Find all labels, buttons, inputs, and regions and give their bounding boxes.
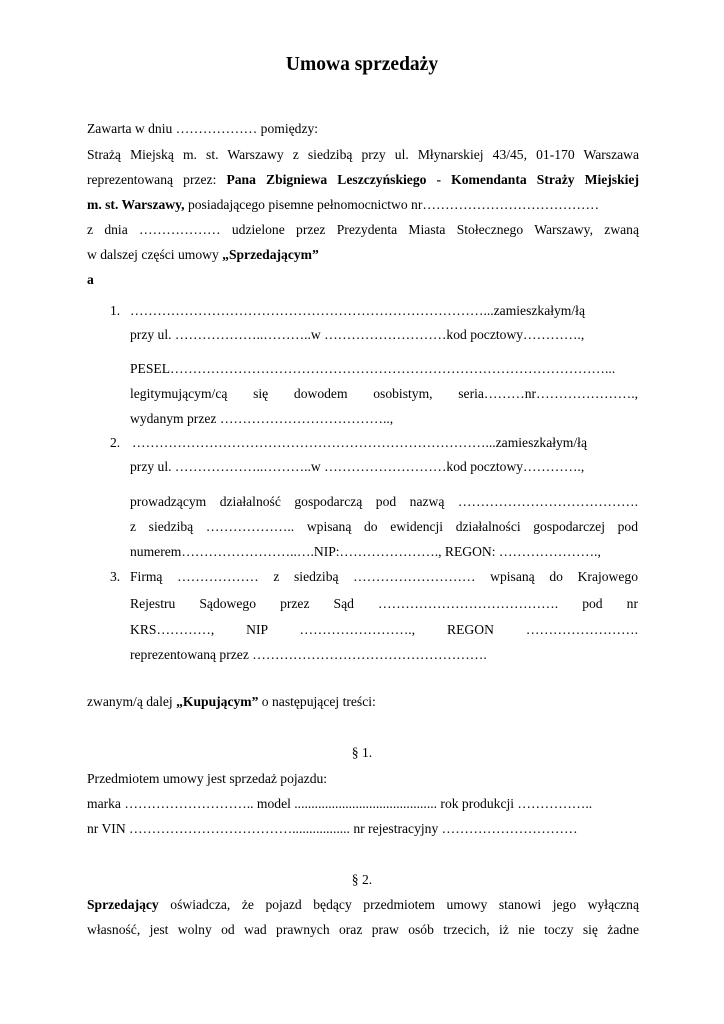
party-2-business-name: prowadzącym działalność gospodarczą pod nazwą …………………………………. bbox=[130, 494, 638, 509]
party-3-line-1: Firmą ……………… z siedzibą ……………………… wpisaną do Krajowego bbox=[130, 569, 638, 584]
party-3-representative: reprezentowaną przez ……………………………………………. bbox=[130, 647, 487, 662]
party-3-line-2: Rejestru Sądowego przez Sąd …………………………………. pod nr bbox=[130, 596, 638, 611]
section-2-heading: § 2. bbox=[351, 872, 373, 887]
buyer-alias-line bbox=[87, 694, 376, 710]
section-1-vehicle-vin: nr VIN ………………………………................. nr rejestracyjny ………………………… bbox=[87, 821, 578, 836]
intro-date-line: Zawarta w dniu ……………… pomiędzy: bbox=[87, 121, 319, 136]
party-3-line-3: KRS…………, NIP ……………………., REGON ……………………. bbox=[130, 622, 638, 637]
section-2-statement: oświadcza, że pojazd będący przedmiotem umowy stanowi jego wyłączną bbox=[158, 897, 639, 912]
document-title: Umowa sprzedaży bbox=[285, 54, 439, 75]
buyer-alias-prefix: zwanym/ą dalej bbox=[87, 694, 177, 709]
intro-representative-line bbox=[87, 172, 639, 188]
party-1-pesel: PESEL……………………………………………………………………………………... bbox=[130, 361, 616, 376]
party-1-number: 1. bbox=[110, 303, 121, 318]
party-2-registry: z siedzibą ……………….. wpisaną do ewidencji działalności gospodarczej pod bbox=[130, 519, 638, 534]
conjunction-a: a bbox=[87, 272, 94, 287]
proxy-text: posiadającego pisemne pełnomocnictwo nr………………………………… bbox=[184, 197, 600, 212]
buyer-alias-suffix: o następującej treści: bbox=[258, 694, 376, 709]
representative-name: Pana Zbigniewa Leszczyńskiego - Komendanta Straży Miejskiej bbox=[226, 172, 639, 187]
party-2-line-2: przy ul. ………………..………..w ………………………kod pocztowy…………., bbox=[130, 459, 585, 474]
buyer-alias: „Kupującym” bbox=[176, 694, 259, 709]
section-2-line-2: własność, jest wolny od wad prawnych oraz praw osób trzecich, iż nie toczy się żadne bbox=[87, 922, 639, 937]
intro-seller-address: Strażą Miejską m. st. Warszawy z siedzibą przy ul. Młynarskiej 43/45, 01-170 Warszawa bbox=[87, 147, 639, 162]
party-2-nip-regon: numerem……………………..….NIP:…………………., REGON: …………………., bbox=[130, 544, 601, 559]
seller-term: Sprzedający bbox=[87, 897, 159, 912]
seller-alias-prefix: w dalszej części umowy bbox=[87, 247, 223, 262]
intro-seller-alias-line bbox=[87, 247, 319, 263]
party-2-line-1: ……………………………………………………………………...zamieszkałym/łą bbox=[132, 435, 587, 450]
party-1-line-1: ……………………………………………………………………...zamieszkałym/łą bbox=[130, 303, 585, 318]
representative-office: m. st. Warszawy, bbox=[87, 197, 185, 212]
party-1-issued-by: wydanym przez ……………………………….., bbox=[130, 411, 394, 426]
representative-label: reprezentowaną przez: bbox=[87, 172, 227, 187]
intro-issued-line: z dnia ……………… udzielone przez Prezydenta Miasta Stołecznego Warszawy, zwaną bbox=[87, 222, 639, 237]
party-1-line-2: przy ul. ………………..………..w ………………………kod pocztowy…………., bbox=[130, 327, 585, 342]
section-1-heading: § 1. bbox=[351, 745, 373, 760]
intro-proxy-line bbox=[87, 197, 639, 213]
party-3-number: 3. bbox=[110, 569, 121, 584]
party-1-id-document: legitymującym/cą się dowodem osobistym, seria………nr…………………., bbox=[130, 386, 638, 401]
section-1-subject: Przedmiotem umowy jest sprzedaż pojazdu: bbox=[87, 771, 328, 786]
party-2-number: 2. bbox=[110, 435, 121, 450]
section-1-vehicle-make: marka ……………………….. model .......................................... rok produkcji …………….. bbox=[87, 796, 593, 811]
seller-alias: „Sprzedającym” bbox=[222, 247, 319, 262]
section-2-line-1 bbox=[87, 897, 639, 913]
